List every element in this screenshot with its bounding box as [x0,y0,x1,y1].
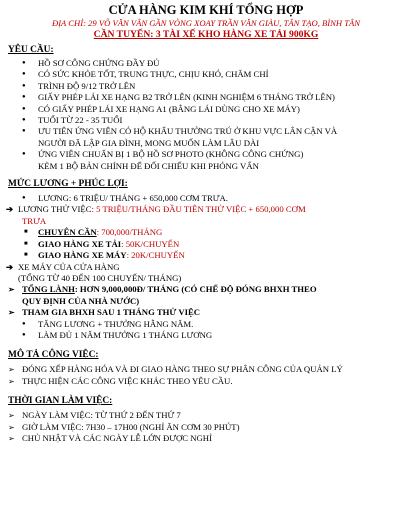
trips-note: (TỔNG TỪ 40 ĐẾN 100 CHUYẾN/ THÁNG) [18,272,182,283]
motorbike-note: ➔ XE MÁY CỦA CỬA HÀNG [0,262,412,273]
bonus-value: : 50K/CHUYẾN [121,238,180,249]
requirement-item: ● GIẤY PHÉP LÁI XE HẠNG B2 TRỞ LÊN (KINH NGHIỆM 6 THÁNG TRỞ LÊN) [0,92,412,103]
requirement-item: ● CÓ GIẤY PHÉP LÁI XE HẠNG A1 (BẰNG LÁI DÙNG CHO XE MÁY) [0,104,412,115]
bonus-item [0,250,412,261]
requirements-heading: YÊU CẦU: [8,45,54,55]
job-item: ➢ THỰC HIỆN CÁC CÔNG VIỆC KHÁC THEO YÊU CẦU. [0,376,412,387]
salary-probation [0,204,412,215]
requirement-item: ● CÓ SỨC KHỎE TỐT, TRUNG THỰC, CHỊU KHÓ, CHĂM CHỈ [0,69,412,80]
requirement-item: ● TRÌNH ĐỘ 9/12 TRỞ LÊN [0,81,412,92]
probation-label: LƯƠNG THỬ VIỆC [18,204,92,215]
hours-item: ➢ GIỜ LÀM VIỆC: 7H30 – 17H00 (NGHỈ ĂN CƠM 30 PHÚT) [0,422,412,433]
total-continuation: QUY ĐỊNH CỦA NHÀ NƯỚC) [22,295,140,306]
perks-list [0,319,412,342]
requirement-item: ● HỒ SƠ CÔNG CHỨNG ĐẦY ĐỦ [0,58,412,69]
requirement-item: ● ƯU TIÊN ỨNG VIÊN CÓ HỘ KHẨU THƯỜNG TRÚ Ở KHU VỰC LÂN CẬN VÀ [0,126,412,137]
bonus-item [0,239,412,250]
hiring-headline: CẦN TUYỂN: 3 TÀI XẾ KHO HÀNG XE TẢI 900KG [93,29,319,40]
store-address: ĐỊA CHỈ: 29 VÕ VĂN VÂN GẦN VÒNG XOAY TRẦN VĂN GIÀU, TÂN TẠO, BÌNH TÂN [51,18,361,28]
job-list [0,364,412,387]
requirement-continuation: NGƯỜI ĐÃ LẬP GIA ĐÌNH, MONG MUỐN LÀM LÂU DÀI [38,137,260,148]
salary-heading: MỨC LƯƠNG + PHÚC LỢI: [8,179,128,190]
total-text: : HƠN 9,000,000Đ/ THÁNG (CÓ CHẾ ĐỘ ĐÓNG BHXH THEO [74,284,317,295]
perk-item: ● TĂNG LƯƠNG + THƯỞNG HẰNG NĂM. [0,319,412,330]
total-label: TỔNG LÀNH [22,284,75,295]
hours-item: ➢ CHỦ NHẬT VÀ CÁC NGÀY LỄ LỚN ĐƯỢC NGHỈ [0,433,412,444]
bonus-label: GIAO HÀNG XE TẢI [38,238,122,249]
requirement-continuation: KÈM 1 BỘ BẢN CHÍNH ĐỂ ĐỐI CHIẾU KHI PHỎNG VẤN [38,160,259,171]
bonus-label: GIAO HÀNG XE MÁY [38,250,127,261]
salary-base-list [0,193,412,204]
requirement-item: ● ỨNG VIÊN CHUẨN BỊ 1 BỘ HỒ SƠ PHOTO (KHÔNG CÔNG CHỨNG) [0,149,412,160]
requirements-list-2 [0,149,412,160]
hours-heading: THỜI GIAN LÀM VIỆC: [8,396,113,407]
bonus-list [0,227,412,261]
salary-base: ● LƯƠNG: 6 TRIỆU/ THÁNG + 650,000 CƠM TRƯA. [0,193,412,204]
bonus-value: : 700,000/THÁNG [96,227,163,238]
store-title: CỬA HÀNG KIM KHÍ TỔNG HỢP [108,3,304,17]
requirement-item: ● TUỔI TỪ 22 - 35 TUỔI [0,115,412,126]
document-header [0,3,412,41]
bonus-item [0,227,412,238]
total-income [0,284,412,295]
job-item: ➢ ĐÓNG XẾP HÀNG HÓA VÀ ĐI GIAO HÀNG THEO SỰ PHÂN CÔNG CỦA QUẢN LÝ [0,364,412,375]
job-heading: MÔ TẢ CÔNG VIỆC: [8,350,99,361]
probation-continuation: TRƯA [22,215,47,226]
hours-item: ➢ NGÀY LÀM VIỆC: TỪ THỨ 2 ĐẾN THỨ 7 [0,410,412,421]
bonus-value: : 20K/CHUYẾN [126,250,185,261]
insurance-note: ➢ THAM GIA BHXH SAU 1 THÁNG THỬ VIỆC [0,307,412,318]
salary-probation-list [0,204,412,215]
hours-list [0,410,412,444]
motorbike-list [0,262,412,273]
probation-text: : 5 TRIỆU/THÁNG ĐẦU TIÊN THỬ VIỆC + 650,000 CƠM [91,204,306,215]
requirements-list [0,58,412,138]
perk-item: ● LÀM ĐỦ 1 NĂM THƯỞNG 1 THÁNG LƯƠNG [0,330,412,341]
total-list [0,284,412,295]
insurance-list [0,307,412,318]
bonus-label: CHUYÊN CẦN [38,227,97,238]
